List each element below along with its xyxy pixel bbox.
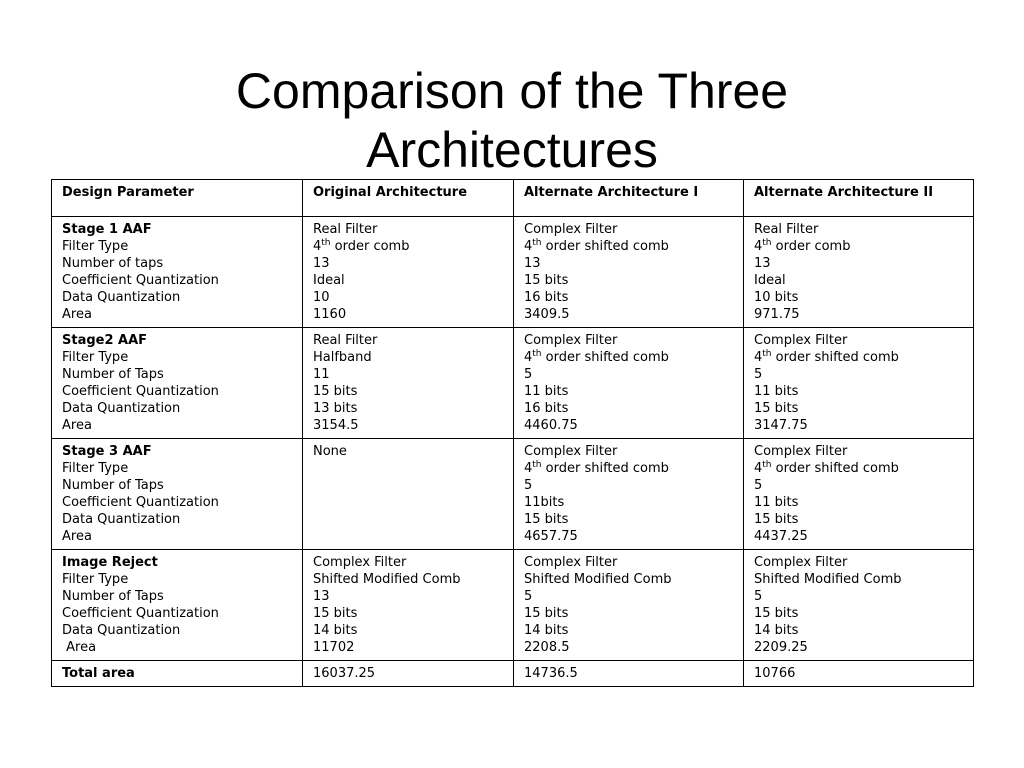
cell-value: 5 [754, 589, 763, 604]
value-cell-alternate-2 [744, 550, 974, 661]
value-cell-original [303, 439, 514, 550]
value-cell-alternate-1 [514, 328, 744, 439]
parameter-label: Number of Taps [62, 367, 164, 382]
cell-value: 4th order shifted comb [524, 349, 669, 365]
cell-value: 14 bits [313, 623, 358, 638]
parameter-label: Coefficient Quantization [62, 495, 219, 510]
cell-value: 13 [754, 256, 771, 271]
cell-value: 16 bits [524, 401, 569, 416]
table-row-stage-3-aaf [52, 439, 974, 550]
total-value-cell-original [303, 661, 514, 687]
parameter-label: Data Quantization [62, 290, 181, 305]
cell-value: 13 [313, 256, 330, 271]
cell-value: 2208.5 [524, 640, 570, 655]
value-cell-alternate-2 [744, 328, 974, 439]
row-group-label: Stage 1 AAF [62, 222, 152, 237]
cell-value: 15 bits [754, 512, 799, 527]
cell-value: 4th order shifted comb [524, 238, 669, 254]
parameter-cell [52, 328, 303, 439]
cell-value: 13 [524, 256, 541, 271]
value-cell-original [303, 550, 514, 661]
cell-value: 3154.5 [313, 418, 359, 433]
value-cell-original [303, 328, 514, 439]
cell-value: 13 bits [313, 401, 358, 416]
total-value-cell-alternate-2 [744, 661, 974, 687]
cell-value: 10 [313, 290, 330, 305]
cell-value: Real Filter [313, 222, 378, 237]
slide-title-line-2: Architectures [366, 121, 658, 178]
cell-value: 1160 [313, 307, 347, 322]
table-row-total-area [52, 661, 974, 687]
cell-value: 5 [754, 478, 763, 493]
cell-value: Shifted Modified Comb [524, 572, 672, 587]
total-area-value: 14736.5 [524, 666, 578, 681]
cell-value: Complex Filter [524, 333, 618, 348]
cell-value: Real Filter [313, 333, 378, 348]
cell-value: 15 bits [313, 606, 358, 621]
cell-value: Halfband [313, 350, 372, 365]
value-cell-alternate-1 [514, 439, 744, 550]
cell-value: 4460.75 [524, 418, 578, 433]
cell-value: 5 [754, 367, 763, 382]
cell-value: 11 [313, 367, 330, 382]
cell-value: 10 bits [754, 290, 799, 305]
cell-value: 4437.25 [754, 529, 808, 544]
header-alternate-architecture-2: Alternate Architecture II [744, 180, 974, 217]
header-original-architecture: Original Architecture [303, 180, 514, 217]
value-cell-original [303, 217, 514, 328]
parameter-label: Area [62, 307, 92, 322]
parameter-label: Area [62, 640, 97, 655]
cell-value: Ideal [313, 273, 345, 288]
parameter-label: Filter Type [62, 239, 129, 254]
slide-title-line-1: Comparison of the Three [235, 62, 789, 119]
total-value-cell-alternate-1 [514, 661, 744, 687]
cell-value: Complex Filter [754, 333, 848, 348]
cell-value: 5 [524, 367, 533, 382]
cell-value: Complex Filter [524, 444, 618, 459]
cell-value: 5 [524, 589, 533, 604]
cell-value: 4th order shifted comb [524, 460, 669, 476]
cell-value: 2209.25 [754, 640, 808, 655]
cell-value: 5 [524, 478, 533, 493]
value-cell-alternate-2 [744, 217, 974, 328]
value-cell-alternate-2 [744, 439, 974, 550]
table-body [52, 217, 974, 687]
cell-value: 14 bits [754, 623, 799, 638]
cell-value: Complex Filter [754, 444, 848, 459]
header-alternate-architecture-1: Alternate Architecture I [514, 180, 744, 217]
cell-value: 13 [313, 589, 330, 604]
parameter-label: Number of taps [62, 256, 164, 271]
parameter-cell [52, 217, 303, 328]
cell-value: 16 bits [524, 290, 569, 305]
cell-value: Real Filter [754, 222, 819, 237]
table-row-stage-1-aaf [52, 217, 974, 328]
cell-value: 15 bits [754, 606, 799, 621]
row-group-label: Image Reject [62, 555, 158, 570]
parameter-label: Data Quantization [62, 512, 181, 527]
total-area-value: 10766 [754, 666, 796, 681]
parameter-label: Filter Type [62, 572, 129, 587]
cell-value: Complex Filter [754, 555, 848, 570]
header-design-parameter: Design Parameter [52, 180, 303, 217]
cell-value: 11 bits [754, 495, 799, 510]
parameter-label: Coefficient Quantization [62, 384, 219, 399]
cell-value: 14 bits [524, 623, 569, 638]
parameter-label: Area [62, 418, 92, 433]
cell-value: 15 bits [313, 384, 358, 399]
cell-value: 3147.75 [754, 418, 808, 433]
total-area-value: 16037.25 [313, 666, 376, 681]
comparison-table [51, 179, 974, 687]
parameter-label: Area [62, 529, 92, 544]
parameter-label: Coefficient Quantization [62, 606, 219, 621]
cell-value: 15 bits [524, 273, 569, 288]
parameter-label: Filter Type [62, 461, 129, 476]
parameter-label: Data Quantization [62, 623, 181, 638]
cell-value: 4th order comb [313, 238, 410, 254]
row-group-label: Stage2 AAF [62, 333, 148, 348]
parameter-label: Coefficient Quantization [62, 273, 219, 288]
cell-value: Shifted Modified Comb [313, 572, 461, 587]
cell-value: 11 bits [754, 384, 799, 399]
value-cell-alternate-1 [514, 217, 744, 328]
value-cell-alternate-1 [514, 550, 744, 661]
slide-title [0, 62, 1024, 180]
parameter-label: Number of Taps [62, 478, 164, 493]
cell-value: Complex Filter [524, 222, 618, 237]
cell-value: Complex Filter [313, 555, 407, 570]
cell-value: 4th order shifted comb [754, 349, 899, 365]
row-group-label: Stage 3 AAF [62, 444, 152, 459]
cell-value: 11702 [313, 640, 355, 655]
parameter-label: Data Quantization [62, 401, 181, 416]
cell-value: Ideal [754, 273, 786, 288]
cell-value: 15 bits [524, 512, 569, 527]
cell-value: 15 bits [524, 606, 569, 621]
table-row-image-reject [52, 550, 974, 661]
cell-value: 3409.5 [524, 307, 570, 322]
cell-value: 4657.75 [524, 529, 578, 544]
table-row-stage2-aaf [52, 328, 974, 439]
cell-value: 15 bits [754, 401, 799, 416]
parameter-label: Filter Type [62, 350, 129, 365]
header-row [52, 180, 974, 217]
parameter-cell [52, 439, 303, 550]
cell-value: 971.75 [754, 307, 800, 322]
cell-value: 11 bits [524, 384, 569, 399]
cell-value: 4th order comb [754, 238, 851, 254]
parameter-cell [52, 550, 303, 661]
total-label-cell [52, 661, 303, 687]
total-area-label: Total area [62, 666, 135, 681]
parameter-label: Number of Taps [62, 589, 164, 604]
cell-value: Shifted Modified Comb [754, 572, 902, 587]
cell-value: 4th order shifted comb [754, 460, 899, 476]
cell-value: 11bits [524, 495, 565, 510]
cell-value: Complex Filter [524, 555, 618, 570]
cell-value: None [313, 444, 347, 459]
